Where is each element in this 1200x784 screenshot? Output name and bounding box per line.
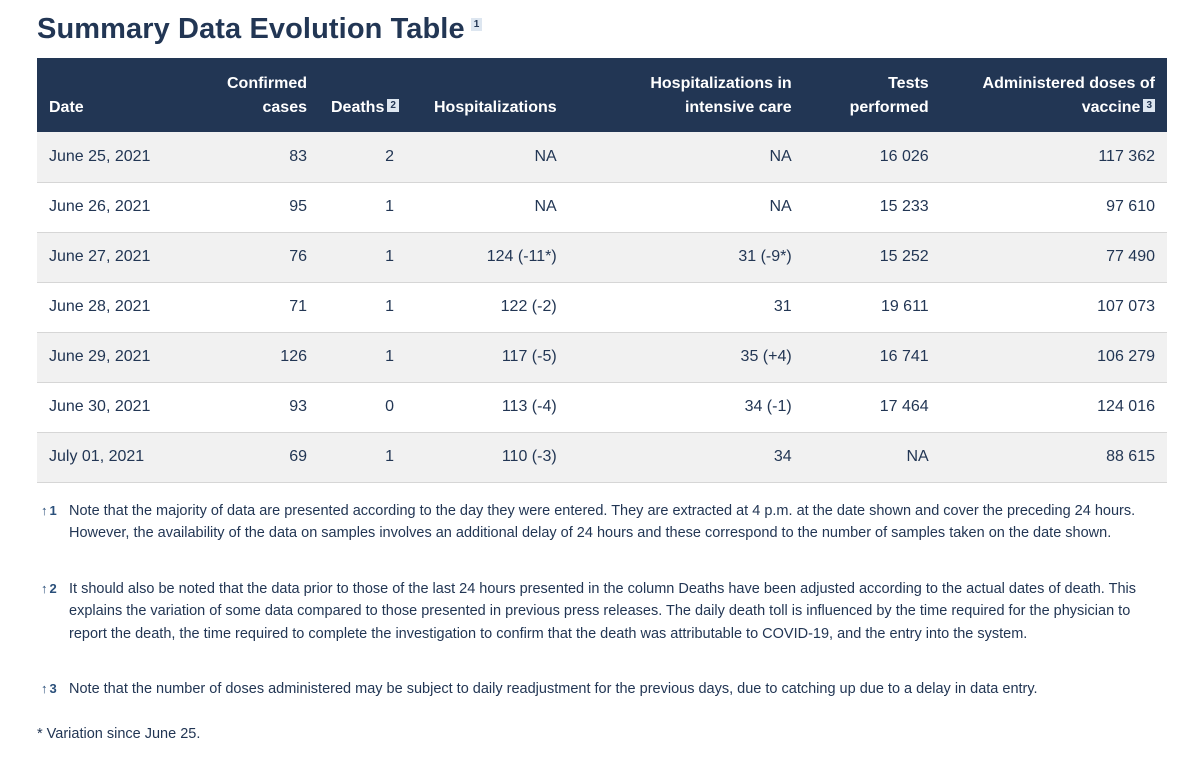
cell-deaths: 0 [385, 398, 394, 415]
page-title-text: Summary Data Evolution Table [37, 13, 465, 45]
cell-date: June 28, 2021 [49, 298, 151, 315]
cell-hospitalizations: 122 (-2) [500, 298, 557, 315]
cell-confirmed: 76 [289, 248, 307, 265]
footnotes [37, 500, 1167, 701]
cell-date: June 26, 2021 [49, 198, 151, 215]
cell-icu: 31 [773, 298, 792, 315]
cell-hospitalizations: 124 (-11*) [486, 248, 557, 265]
cell-date: June 25, 2021 [49, 147, 151, 165]
cell-hospitalizations: 110 (-3) [501, 448, 557, 465]
table-row [37, 432, 1167, 482]
cell-confirmed: 71 [289, 298, 307, 315]
arrow-up-icon: ↑ [41, 681, 48, 696]
cell-vaccine: 107 073 [1097, 298, 1155, 315]
table-header-row [37, 58, 1167, 132]
footnote-2 [37, 578, 1167, 646]
header-deaths: Deaths 2 [319, 58, 422, 132]
cell-vaccine: 124 016 [1097, 398, 1155, 415]
header-tests: Tests performed [849, 75, 929, 116]
footnote-number: 1 [49, 502, 57, 518]
cell-icu: 34 (-1) [744, 398, 792, 415]
footnote-ref-3[interactable]: 3 [1143, 99, 1155, 112]
cell-hospitalizations: NA [534, 198, 557, 215]
cell-deaths: 1 [385, 448, 394, 465]
cell-tests: 16 026 [879, 147, 929, 165]
header-confirmed: Confirmed cases [227, 75, 307, 116]
cell-date: July 01, 2021 [49, 448, 145, 465]
cell-hospitalizations: 117 (-5) [501, 348, 557, 365]
arrow-up-icon: ↑ [41, 502, 48, 518]
cell-hospitalizations: NA [534, 147, 557, 165]
cell-tests: 16 741 [879, 348, 929, 365]
footnote-ref-2[interactable]: 2 [387, 99, 399, 112]
cell-confirmed: 93 [289, 398, 307, 415]
footnote-text: Note that the majority of data are presented according to the day they were entered. They are extracted at 4 p.m. at the date shown and cover the preceding 24 hours. However, the availability of the data on samples involves an additional delay of 24 hours and these correspond to the number of samples taken on the date shown. [69, 502, 1136, 541]
cell-tests: 15 252 [879, 248, 929, 265]
footnote-1 [37, 500, 1167, 545]
table-row [37, 132, 1167, 182]
cell-confirmed: 69 [289, 448, 307, 465]
cell-deaths: 1 [385, 198, 394, 215]
cell-vaccine: 117 362 [1098, 147, 1155, 165]
cell-vaccine: 97 610 [1106, 198, 1155, 215]
table-row [37, 282, 1167, 332]
cell-icu: 34 [773, 448, 792, 465]
footnote-3 [37, 678, 1167, 701]
cell-tests: NA [906, 448, 929, 465]
header-hospitalizations: Hospitalizations [434, 99, 557, 116]
footnote-ref-1[interactable]: 1 [471, 18, 483, 31]
cell-icu: NA [769, 147, 792, 165]
cell-vaccine: 77 490 [1106, 248, 1155, 265]
header-date: Date [49, 99, 84, 116]
cell-deaths: 1 [385, 348, 394, 365]
cell-tests: 19 611 [880, 298, 929, 315]
cell-deaths: 2 [385, 147, 394, 165]
cell-confirmed: 83 [289, 147, 307, 165]
cell-tests: 15 233 [879, 198, 929, 215]
page-title [37, 0, 1167, 58]
table-body [37, 132, 1167, 482]
footnote-text: Note that the number of doses administered may be subject to daily readjustment for the previous days, due to catching up due to a delay in data entry. [69, 681, 1038, 697]
cell-icu: 35 (+4) [740, 348, 792, 365]
cell-deaths: 1 [385, 248, 394, 265]
header-vaccine: Administered doses of vaccine 3 [982, 75, 1155, 116]
cell-date: June 30, 2021 [49, 398, 151, 415]
cell-vaccine: 106 279 [1097, 348, 1155, 365]
header-icu: Hospitalizations in intensive care [650, 75, 792, 116]
footnote-back-link[interactable] [41, 500, 57, 523]
footnote-number: 3 [49, 681, 57, 696]
table-row [37, 232, 1167, 282]
arrow-up-icon: ↑ [41, 580, 48, 596]
footnote-back-link[interactable] [41, 578, 57, 601]
cell-vaccine: 88 615 [1106, 448, 1155, 465]
summary-table [37, 58, 1167, 483]
footnote-back-link[interactable] [41, 678, 57, 701]
cell-confirmed: 126 [280, 348, 307, 365]
table-row [37, 332, 1167, 382]
table-row [37, 182, 1167, 232]
cell-tests: 17 464 [879, 398, 929, 415]
cell-date: June 27, 2021 [49, 248, 151, 265]
cell-hospitalizations: 113 (-4) [501, 398, 557, 415]
cell-date: June 29, 2021 [49, 348, 151, 365]
table-row [37, 382, 1167, 432]
cell-icu: NA [769, 198, 792, 215]
cell-deaths: 1 [385, 298, 394, 315]
cell-confirmed: 95 [289, 198, 307, 215]
footnote-number: 2 [49, 580, 57, 596]
footnote-text: It should also be noted that the data prior to those of the last 24 hours presented in the column Deaths have been adjusted according to the actual dates of death. This explains the variation of some data compared to those presented in previous press releases. The daily death toll is influenced by the time required for the physician to report the death, the time required to complete the investigation to confirm that the death was attributable to COVID-19, and the entry into the system. [69, 580, 1136, 642]
cell-icu: 31 (-9*) [738, 248, 792, 265]
variation-note: * Variation since June 25. [37, 725, 201, 742]
